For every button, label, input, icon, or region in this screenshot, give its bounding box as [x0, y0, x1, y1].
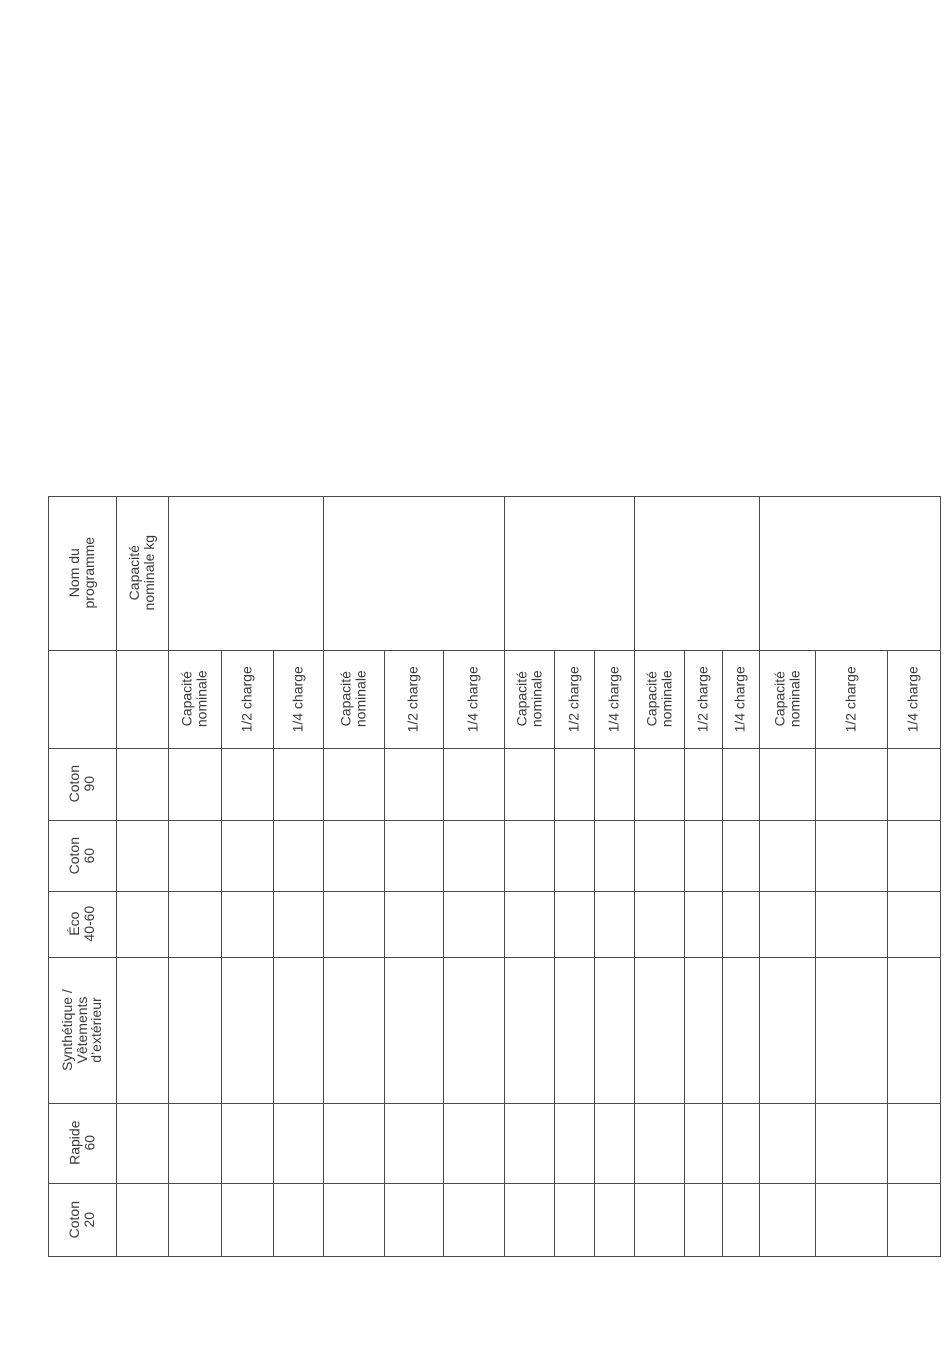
subheader-half-load-label: 1/2 charge [238, 665, 255, 733]
subheader-quarter-load-label: 1/4 charge [732, 665, 749, 733]
subheader-nominal-capacity [759, 650, 815, 748]
subheader-half-load [554, 650, 594, 748]
table-rule [48, 1183, 941, 1184]
table-rule [48, 1256, 941, 1257]
row-label-program [48, 957, 116, 1103]
subheader-half-load-label: 1/2 charge [565, 665, 582, 733]
row-label-program-label: Synthétique / Vêtements d’extérieur [58, 989, 105, 1071]
subheader-nominal-capacity-label: Capacité nominale [771, 670, 803, 728]
header-capacity-kg-label: Capacité nominale kg [126, 535, 157, 611]
row-label-program-label: Coton 60 [66, 836, 97, 875]
table-rule [634, 496, 635, 1257]
row-label-program [48, 891, 116, 957]
subheader-quarter-load [273, 650, 323, 748]
table-rule [940, 496, 941, 1257]
row-label-program [48, 748, 116, 820]
table-rule [323, 496, 324, 1257]
table-rule [504, 496, 505, 1257]
row-label-program [48, 820, 116, 891]
table-rule [48, 820, 941, 821]
header-program-name-label: Nom du programme [66, 537, 97, 609]
table-rule [168, 496, 169, 1257]
subheader-nominal-capacity-label: Capacité nominale [337, 670, 369, 728]
row-label-program-label: Coton 90 [66, 765, 97, 803]
subheader-half-load-label: 1/2 charge [842, 665, 859, 733]
subheader-nominal-capacity-label: Capacité nominale [513, 670, 545, 728]
subheader-half-load [221, 650, 273, 748]
row-label-program-label: Rapide 60 [66, 1120, 97, 1166]
table-rule [48, 891, 941, 892]
row-label-program-label: Éco 40-60 [66, 906, 97, 942]
header-capacity-kg [116, 496, 168, 650]
subheader-quarter-load-label: 1/4 charge [465, 665, 482, 733]
subheader-quarter-load-label: 1/4 charge [905, 665, 922, 733]
header-program-name [48, 496, 116, 650]
subheader-nominal-capacity-label: Capacité nominale [643, 670, 675, 728]
table-rule [48, 1103, 941, 1104]
table-rule [759, 496, 760, 1257]
row-label-program [48, 1183, 116, 1256]
subheader-nominal-capacity [168, 650, 221, 748]
subheader-half-load-label: 1/2 charge [405, 665, 422, 733]
table-rule [48, 957, 941, 958]
subheader-half-load [815, 650, 887, 748]
subheader-quarter-load [722, 650, 759, 748]
subheader-nominal-capacity-label: Capacité nominale [178, 670, 210, 728]
row-label-program-label: Coton 20 [66, 1200, 97, 1239]
subheader-quarter-load [594, 650, 634, 748]
subheader-nominal-capacity [323, 650, 384, 748]
subheader-nominal-capacity [504, 650, 554, 748]
table-rule [48, 748, 941, 749]
subheader-half-load [684, 650, 722, 748]
subheader-quarter-load-label: 1/4 charge [289, 665, 306, 733]
row-label-program [48, 1103, 116, 1183]
subheader-half-load [384, 650, 443, 748]
subheader-quarter-load [443, 650, 504, 748]
subheader-nominal-capacity [634, 650, 684, 748]
subheader-half-load-label: 1/2 charge [694, 665, 711, 733]
subheader-quarter-load-label: 1/4 charge [605, 665, 622, 733]
table-rule [48, 496, 941, 497]
subheader-quarter-load [887, 650, 940, 748]
